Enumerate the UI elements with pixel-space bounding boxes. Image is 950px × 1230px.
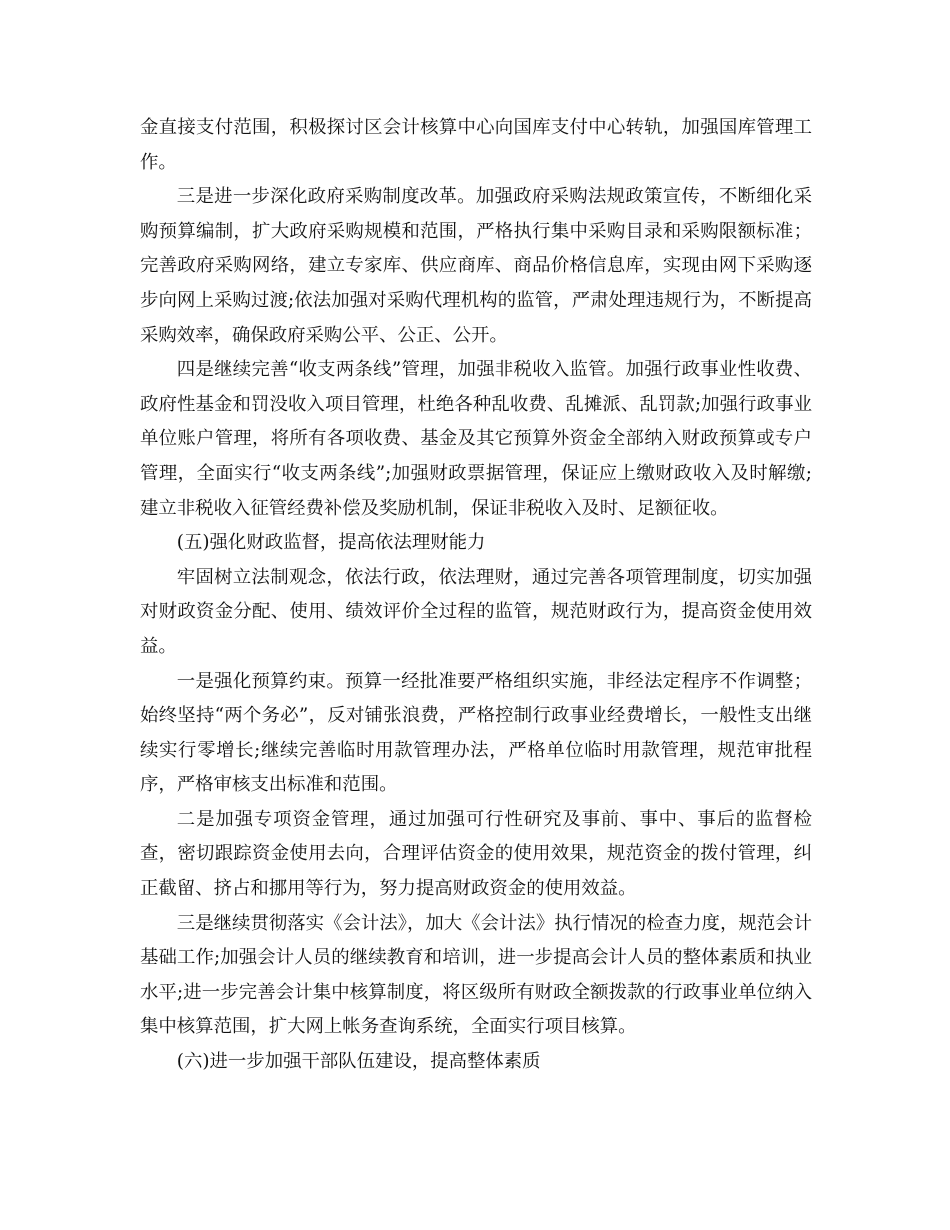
paragraph: 一是强化预算约束。预算一经批准要严格组织实施，非经法定程序不作调整；始终坚持“两个务必”，反对铺张浪费，严格控制行政事业经费增长，一般性支出继续实行零增长;继续完善临时用款管理办法，严格单位临时用款管理，规范审批程序，严格审核支出标准和范围。 — [140, 670, 812, 796]
paragraph: 三是进一步深化政府采购制度改革。加强政府采购法规政策宣传，不断细化采购预算编制，扩大政府采购规模和范围，严格执行集中采购目录和采购限额标准；完善政府采购网络，建立专家库、供应商库、商品价格信息库，实现由网下采购逐步向网上采购过渡;依法加强对采购代理机构的监管，严肃处理违规行为，不断提高采购效率，确保政府采购公平、公正、公开。 — [140, 186, 812, 346]
document-body — [140, 111, 812, 1080]
section-heading: (五)强化财政监督，提高依法理财能力 — [176, 532, 486, 554]
section-heading: (六)进一步加强干部队伍建设，提高整体素质 — [176, 1051, 541, 1073]
paragraph: 二是加强专项资金管理，通过加强可行性研究及事前、事中、事后的监督检查，密切跟踪资金使用去向，合理评估资金的使用效果，规范资金的拨付管理，纠正截留、挤占和挪用等行为，努力提高财政资金的使用效益。 — [140, 808, 812, 900]
paragraph: 三是继续贯彻落实《会计法》，加大《会计法》执行情况的检查力度，规范会计基础工作;加强会计人员的继续教育和培训，进一步提高会计人员的整体素质和执业水平;进一步完善会计集中核算制度，将区级所有财政全额拨款的行政事业单位纳入集中核算范围，扩大网上帐务查询系统，全面实行项目核算。 — [140, 912, 812, 1038]
paragraph: 四是继续完善“收支两条线”管理，加强非税收入监管。加强行政事业性收费、政府性基金和罚没收入项目管理，杜绝各种乱收费、乱摊派、乱罚款;加强行政事业单位账户管理，将所有各项收费、基金及其它预算外资金全部纳入财政预算或专户管理，全面实行“收支两条线”;加强财政票据管理，保证应上缴财政收入及时解缴;建立非税收入征管经费补偿及奖励机制，保证非税收入及时、足额征收。 — [140, 359, 812, 519]
paragraph: 牢固树立法制观念，依法行政，依法理财，通过完善各项管理制度，切实加强对财政资金分配、使用、绩效评价全过程的监管，规范财政行为，提高资金使用效益。 — [140, 566, 812, 657]
paragraph: 金直接支付范围，积极探讨区会计核算中心向国库支付中心转轨，加强国库管理工作。 — [140, 117, 812, 173]
